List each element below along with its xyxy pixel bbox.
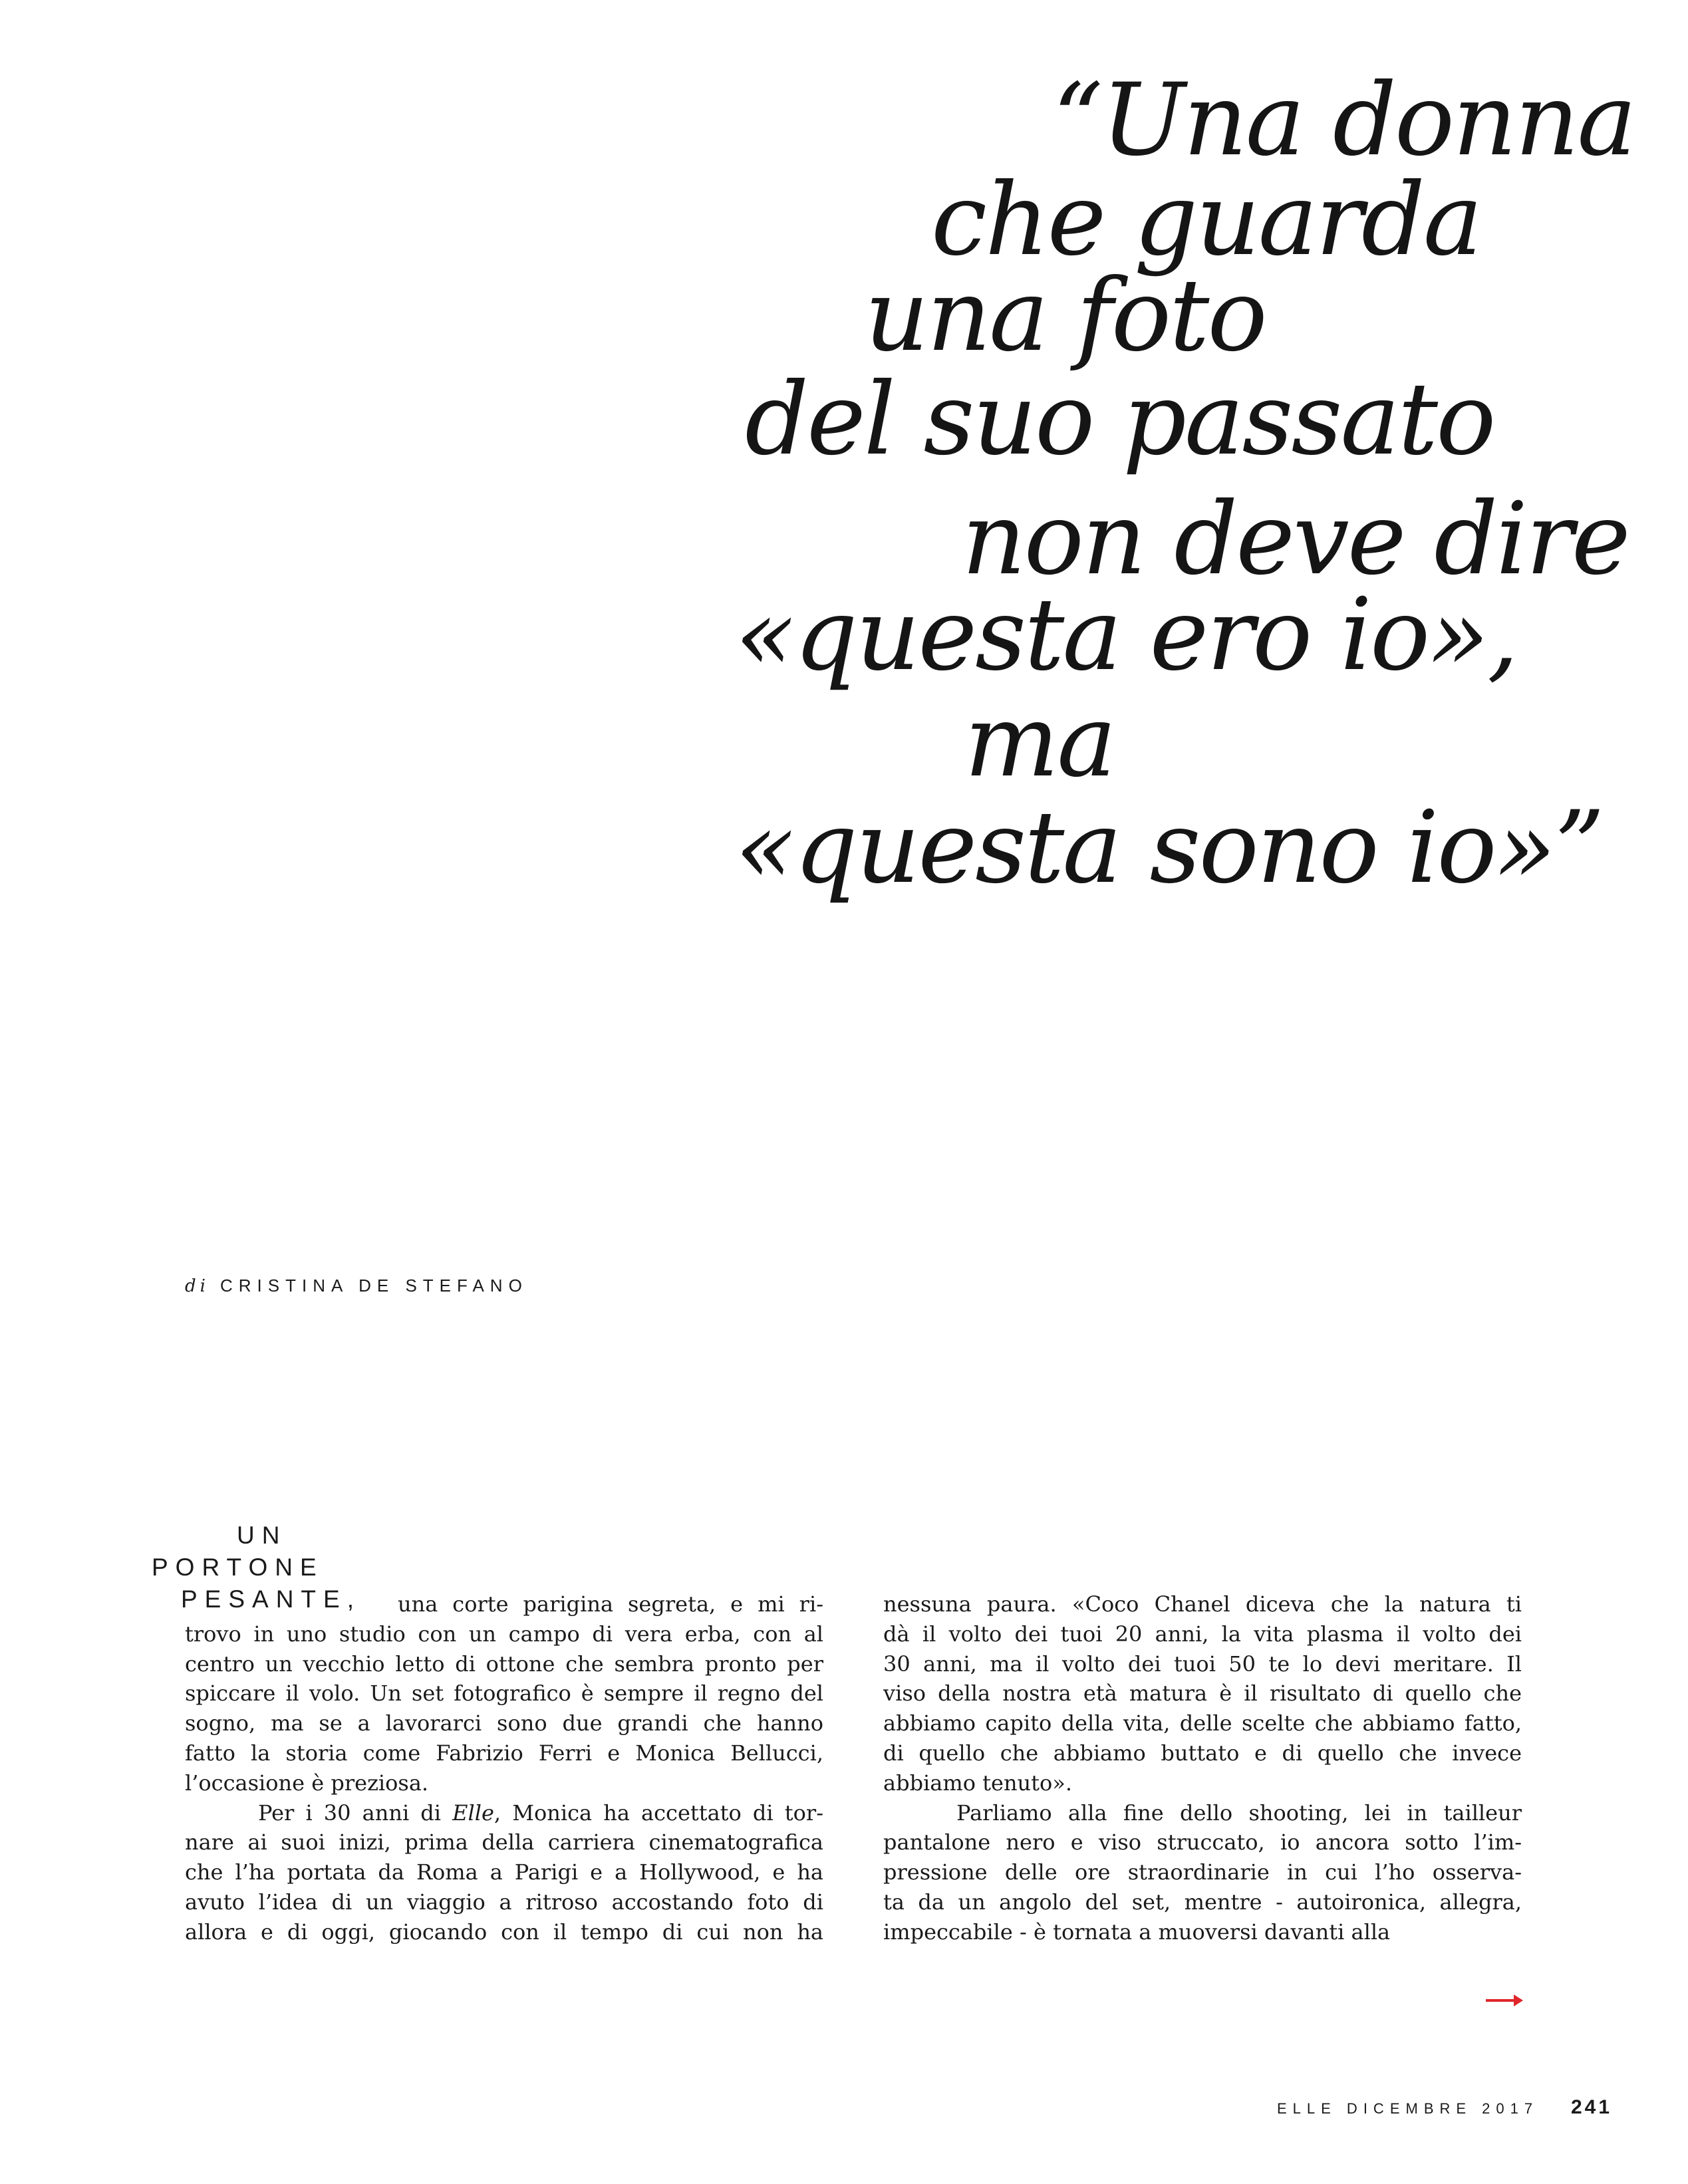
- text-fragment: , Monica ha accettato di tor-: [493, 1800, 824, 1826]
- text-line: nessuna paura. «Coco Chanel diceva che la natura ti: [883, 1591, 1522, 1617]
- text-line: sogno, ma se a lavorarci sono due grandi che hanno: [185, 1710, 823, 1736]
- pull-quote-line: non deve dire: [962, 481, 1629, 597]
- article-column-left: [185, 1589, 823, 1947]
- pull-quote-line: «questa ero io»,: [735, 577, 1517, 693]
- text-line: 30 anni, ma il volto dei tuoi 50 te lo devi meritare. Il: [883, 1651, 1522, 1677]
- byline: [185, 1276, 528, 1296]
- pull-quote-line: “Una donna: [1052, 63, 1635, 178]
- pull-quote-line: che guarda: [931, 162, 1481, 278]
- pull-quote-line: una foto: [865, 258, 1266, 374]
- text-line: trovo in uno studio con un campo di vera erba, con al: [185, 1621, 823, 1647]
- byline-prefix: di: [185, 1276, 210, 1296]
- text-line: abbiamo tenuto».: [883, 1770, 1073, 1796]
- text-line: avuto l’idea di un viaggio a ritroso accostando foto di: [185, 1889, 823, 1915]
- page-number: 241: [1571, 2096, 1613, 2118]
- text-line: fatto la storia come Fabrizio Ferri e Monica Bellucci,: [185, 1740, 823, 1766]
- lead-word: PESANTE,: [181, 1585, 361, 1613]
- text-line: [185, 1798, 823, 1828]
- magazine-name: Elle: [452, 1800, 494, 1826]
- text-line: ta da un angolo del set, mentre - autoironica, allegra,: [883, 1889, 1522, 1915]
- text-line: abbiamo capito della vita, delle scelte che abbiamo fatto,: [883, 1710, 1522, 1736]
- text-line: allora e di oggi, giocando con il tempo di cui non ha: [185, 1919, 823, 1945]
- text-line: dà il volto dei tuoi 20 anni, la vita plasma il volto dei: [883, 1621, 1522, 1647]
- pull-quote-line: ma: [964, 684, 1115, 799]
- text-line: impeccabile - è tornata a muoversi davanti alla: [883, 1919, 1391, 1945]
- article-column-right: [883, 1589, 1522, 1947]
- text-line: Parliamo alla fine dello shooting, lei in tailleur: [956, 1800, 1522, 1826]
- text-line: una corte parigina segreta, e mi ri-: [398, 1591, 823, 1617]
- text-line: pressione delle ore straordinarie in cui l’ho osserva-: [883, 1859, 1522, 1885]
- text-line: pantalone nero e viso struccato, io ancora sotto l’im-: [883, 1830, 1522, 1855]
- lead-word: PORTONE: [152, 1554, 324, 1581]
- text-line: spiccare il volo. Un set fotografico è sempre il regno del: [185, 1681, 823, 1706]
- text-line: che l’ha portata da Roma a Parigi e a Hollywood, e ha: [185, 1859, 823, 1885]
- pull-quote-line: del suo passato: [745, 362, 1494, 478]
- right-arrow-icon: [1484, 1992, 1524, 2008]
- folio-magazine: ELLE DICEMBRE 2017: [1277, 2100, 1539, 2117]
- pull-quote-line: «questa sono io»”: [735, 790, 1604, 906]
- text-line: viso della nostra età matura è il risultato di quello che: [883, 1681, 1522, 1706]
- text-fragment: Per i 30 anni di: [258, 1800, 442, 1826]
- text-line: centro un vecchio letto di ottone che sembra pronto per: [185, 1651, 823, 1677]
- text-line: l’occasione è preziosa.: [185, 1770, 429, 1796]
- lead-word: UN: [237, 1522, 287, 1549]
- text-line: nare ai suoi inizi, prima della carriera cinematografica: [185, 1830, 823, 1855]
- byline-author: CRISTINA DE STEFANO: [219, 1276, 528, 1296]
- text-line: di quello che abbiamo buttato e di quello che invece: [883, 1740, 1522, 1766]
